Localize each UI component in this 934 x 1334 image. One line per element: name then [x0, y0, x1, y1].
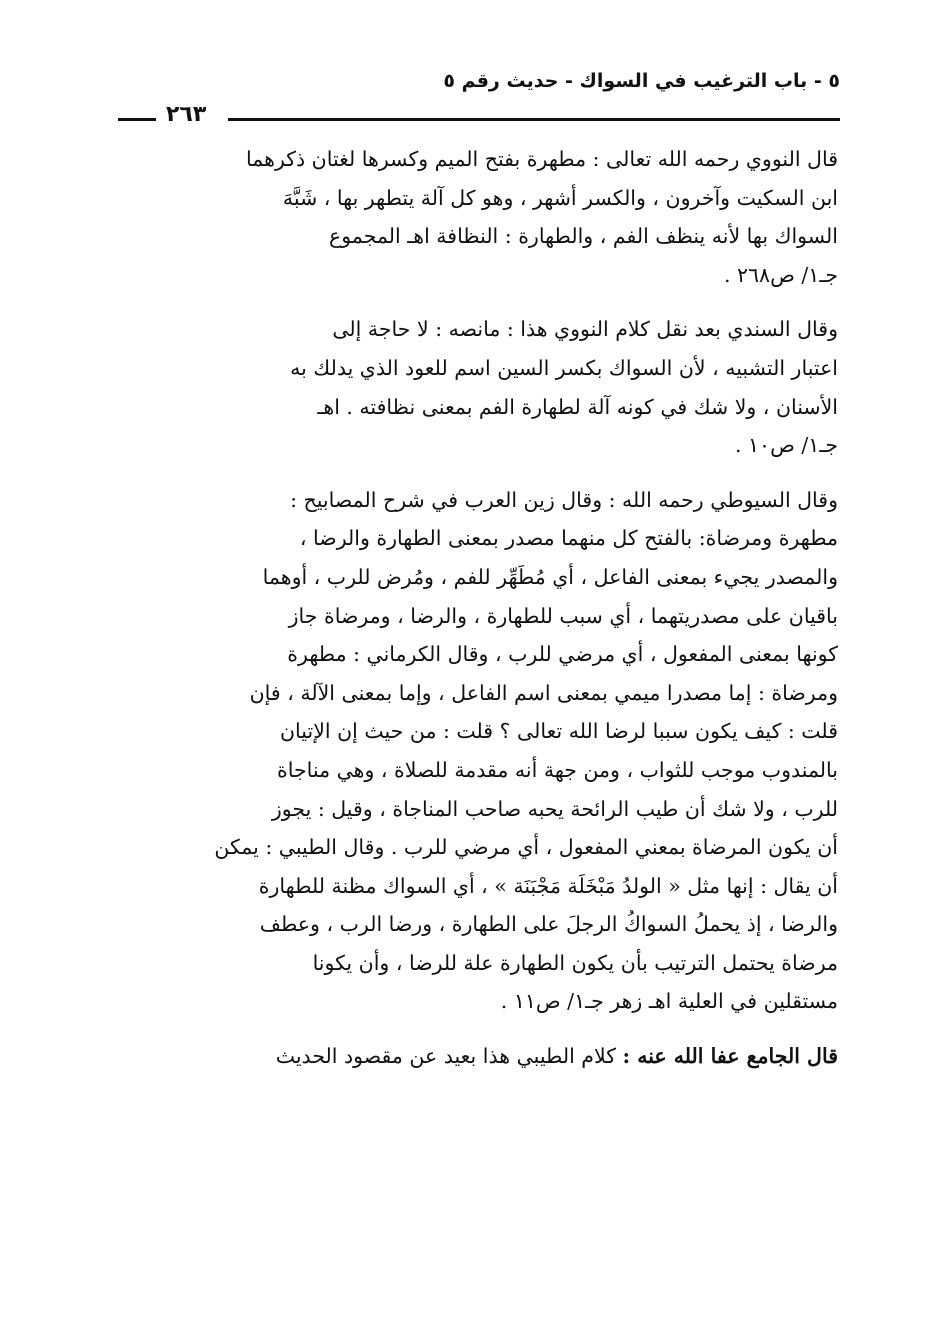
text-line: الأسنان ، ولا شك في كونه آلة لطهارة الفم بمعنى نظافته . اهـ — [317, 394, 838, 419]
text-line: أن يكون المرضاة بمعني المفعول ، أي مرضي للرب . وقال الطيبي : يمكن — [214, 835, 838, 860]
text-line: والمصدر يجيء بمعنى الفاعل ، أي مُطَهِّر للفم ، ومُرض للرب ، أوهما — [262, 564, 838, 589]
text-line: وقال السيوطي رحمه الله : وقال زين العرب في شرح المصابيح : — [290, 487, 838, 512]
text-line: كونها بمعنى المفعول ، أي مرضي للرب ، وقال الكرماني : مطهرة — [287, 642, 838, 667]
text-line: للرب ، ولا شك أن طيب الرائحة يحبه صاحب المناجاة ، وقيل : يجوز — [271, 796, 838, 821]
text-line: أن يقال : إنها مثل « الولدُ مَبْخَلَة مَجْبَنَة » ، أي السواك مظنة للطهارة — [258, 873, 838, 898]
page-number: ٢٦٣ — [166, 102, 207, 127]
text-line: السواك بها لأنه ينظف الفم ، والطهارة : النظافة اهـ المجموع — [329, 224, 838, 249]
text-line: باقيان على مصدريتهما ، أي سبب للطهارة ، والرضا ، ومرضاة جاز — [288, 603, 838, 628]
text-line: والرضا ، إذ يحملُ السواكُ الرجلَ على الطهارة ، ورضا الرب ، وعطف — [259, 912, 838, 937]
text-line: وقال السندي بعد نقل كلام النووي هذا : مانصه : لا حاجة إلى — [332, 317, 838, 342]
text-line — [118, 1037, 838, 1076]
text-line: اعتبار التشبيه ، لأن السواك بكسر السين اسم للعود الذي يدلك به — [290, 355, 838, 380]
text-line: قلت : كيف يكون سببا لرضا الله تعالى ؟ قلت : من حيث إن الإتيان — [280, 719, 838, 744]
text-line: جـ١/ ص١٠ . — [735, 433, 838, 458]
paragraph-suyuti — [118, 481, 838, 1021]
page-body — [118, 140, 838, 1092]
text-line: جـ١/ ص٢٦٨ . — [723, 262, 838, 287]
text-line: ومرضاة : إما مصدرا ميمي بمعنى اسم الفاعل ، وإما بمعنى الآلة ، فإن — [249, 680, 838, 705]
text-line: مستقلين في العلية اهـ زهر جـ١/ ص١١ . — [500, 989, 838, 1014]
text-line: مطهرة ومرضاة: بالفتح كل منهما مصدر بمعنى الطهارة والرضا ، — [299, 526, 838, 551]
paragraph-compiler — [118, 1037, 838, 1076]
running-head-title: ٥ - باب الترغيب في السواك - حديث رقم ٥ — [443, 70, 840, 92]
text-line: ابن السكيت وآخرون ، والكسر أشهر ، وهو كل آلة يتطهر بها ، شَبَّهَ — [282, 185, 838, 210]
text-line: قال النووي رحمه الله تعالى : مطهرة بفتح الميم وكسرها لغتان ذكرهما — [246, 147, 838, 171]
text-line: بالمندوب موجب للثواب ، ومن جهة أنه مقدمة للصلاة ، وهي مناجاة — [276, 757, 838, 782]
text-line: مرضاة يحتمل الترتيب بأن يكون الطهارة علة للرضا ، وأن يكونا — [312, 950, 838, 975]
compiler-text: كلام الطيبي هذا بعيد عن مقصود الحديث — [275, 1044, 616, 1069]
paragraph-nawawi — [118, 140, 838, 294]
compiler-lead: قال الجامع عفا الله عنه : — [622, 1044, 838, 1069]
page-header — [118, 68, 840, 132]
header-rule — [228, 118, 840, 121]
paragraph-sindi — [118, 310, 838, 464]
header-rule-left — [118, 118, 156, 121]
